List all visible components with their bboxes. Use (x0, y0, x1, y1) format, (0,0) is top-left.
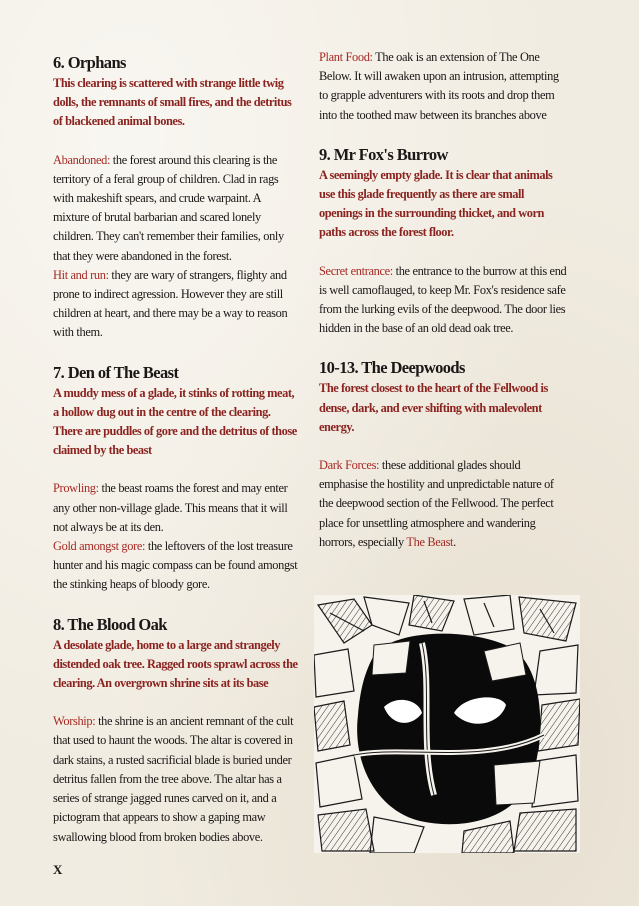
entry-term: Worship: (53, 714, 96, 729)
right-column (319, 48, 569, 552)
entry-prowling (53, 479, 298, 537)
entry-text: the entrance to the burrow at this end is well camoflauged, to keep Mr. Fox's residence safe from the lurking evils of the deepwood. The door lies hidden in the base of an old dead oak tree. (319, 263, 567, 336)
section-lead-fox-burrow: A seemingly empty glade. It is clear that animals use this glade frequently as there are small openings in the surrounding thicket, and worn paths across the forest floor. (319, 167, 553, 240)
section-title-den: 7. Den of The Beast (53, 362, 179, 382)
entry-hit-and-run (53, 266, 298, 343)
entry-gold-amongst-gore (53, 537, 298, 595)
beast-illustration-svg (314, 595, 580, 853)
entry-worship (53, 712, 298, 846)
entry-term: Secret entrance: (319, 263, 393, 278)
entry-term: Plant Food: (319, 50, 373, 64)
entry-term: Gold amongst gore: (53, 539, 146, 554)
entry-dark-forces (319, 456, 569, 552)
entry-text: the forest around this clearing is the territory of a feral group of children. Clad in rags with makeshift spears, and crude warpaint. A mixture of brutal barbarian and scared lonely children. They can't remember their families, only that they were abandoned in the forest. (53, 152, 284, 263)
entry-term: Dark Forces: (319, 458, 380, 473)
entry-plant-food (319, 48, 569, 125)
section-title-orphans: 6. Orphans (53, 53, 126, 72)
beast-in-leaves-illustration (314, 595, 580, 853)
entry-text: the shrine is an ancient remnant of the cult that used to haunt the woods. The altar is covered in dark stains, a rusted sacrificial blade is buried under detritus fallen from the tree above. The altar has a series of strange jagged runes carved on it, and a pictogram that appears to show a gaping maw swallowing blood from broken bodies above. (53, 714, 294, 844)
entry-text: The oak is an extension of The One Below. It will awaken upon an intrusion, attempting to grapple adventurers with its roots and drop them into the toothed maw between its branches above (319, 50, 559, 122)
entry-text: these additional glades should emphasise the hostility and unpredictable nature of the deepwood section of the Fellwood. The perfect place for unsettling atmosphere and wandering horrors, especially (319, 458, 554, 549)
section-title-deepwoods: 10-13. The Deepwoods (319, 358, 465, 378)
section-lead-blood-oak: A desolate glade, home to a large and strangely distended oak tree. Ragged roots sprawl across the clearing. An overgrown shrine sits at its base (53, 637, 298, 691)
entry-term: Prowling: (53, 481, 99, 496)
entry-text: the leftovers of the lost treasure hunter and his magic compass can be found amongst the stinking heaps of bloody gore. (53, 539, 298, 592)
entry-text: the beast roams the forest and may enter any other non-village glade. This means that it will not always be at its den. (53, 481, 288, 534)
left-column (53, 52, 298, 847)
entry-end: . (453, 534, 456, 549)
entry-secret-entrance (319, 262, 569, 339)
entry-term: Hit and run: (53, 267, 109, 282)
entry-term: Abandoned: (53, 152, 111, 167)
page-number: X (53, 862, 63, 877)
section-title-fox-burrow: 9. Mr Fox's Burrow (319, 144, 448, 164)
entry-text: they are wary of strangers, flighty and prone to indirect agression. However they are still children at heart, and there may be a way to reason with them. (53, 267, 288, 340)
beast-reference: The Beast (406, 534, 454, 549)
section-lead-deepwoods: The forest closest to the heart of the Fellwood is dense, dark, and ever shifting with malevolent energy. (319, 381, 548, 434)
section-lead-den: A muddy mess of a glade, it stinks of rotting meat, a hollow dug out in the centre of the clearing. There are puddles of gore and the detritus of those claimed by the beast (53, 385, 297, 458)
entry-abandoned (53, 151, 298, 266)
section-title-blood-oak: 8. The Blood Oak (53, 614, 167, 634)
section-lead-orphans: This clearing is scattered with strange little twig dolls, the remnants of small fires, and the detritus of blackened animal bones. (53, 76, 292, 129)
